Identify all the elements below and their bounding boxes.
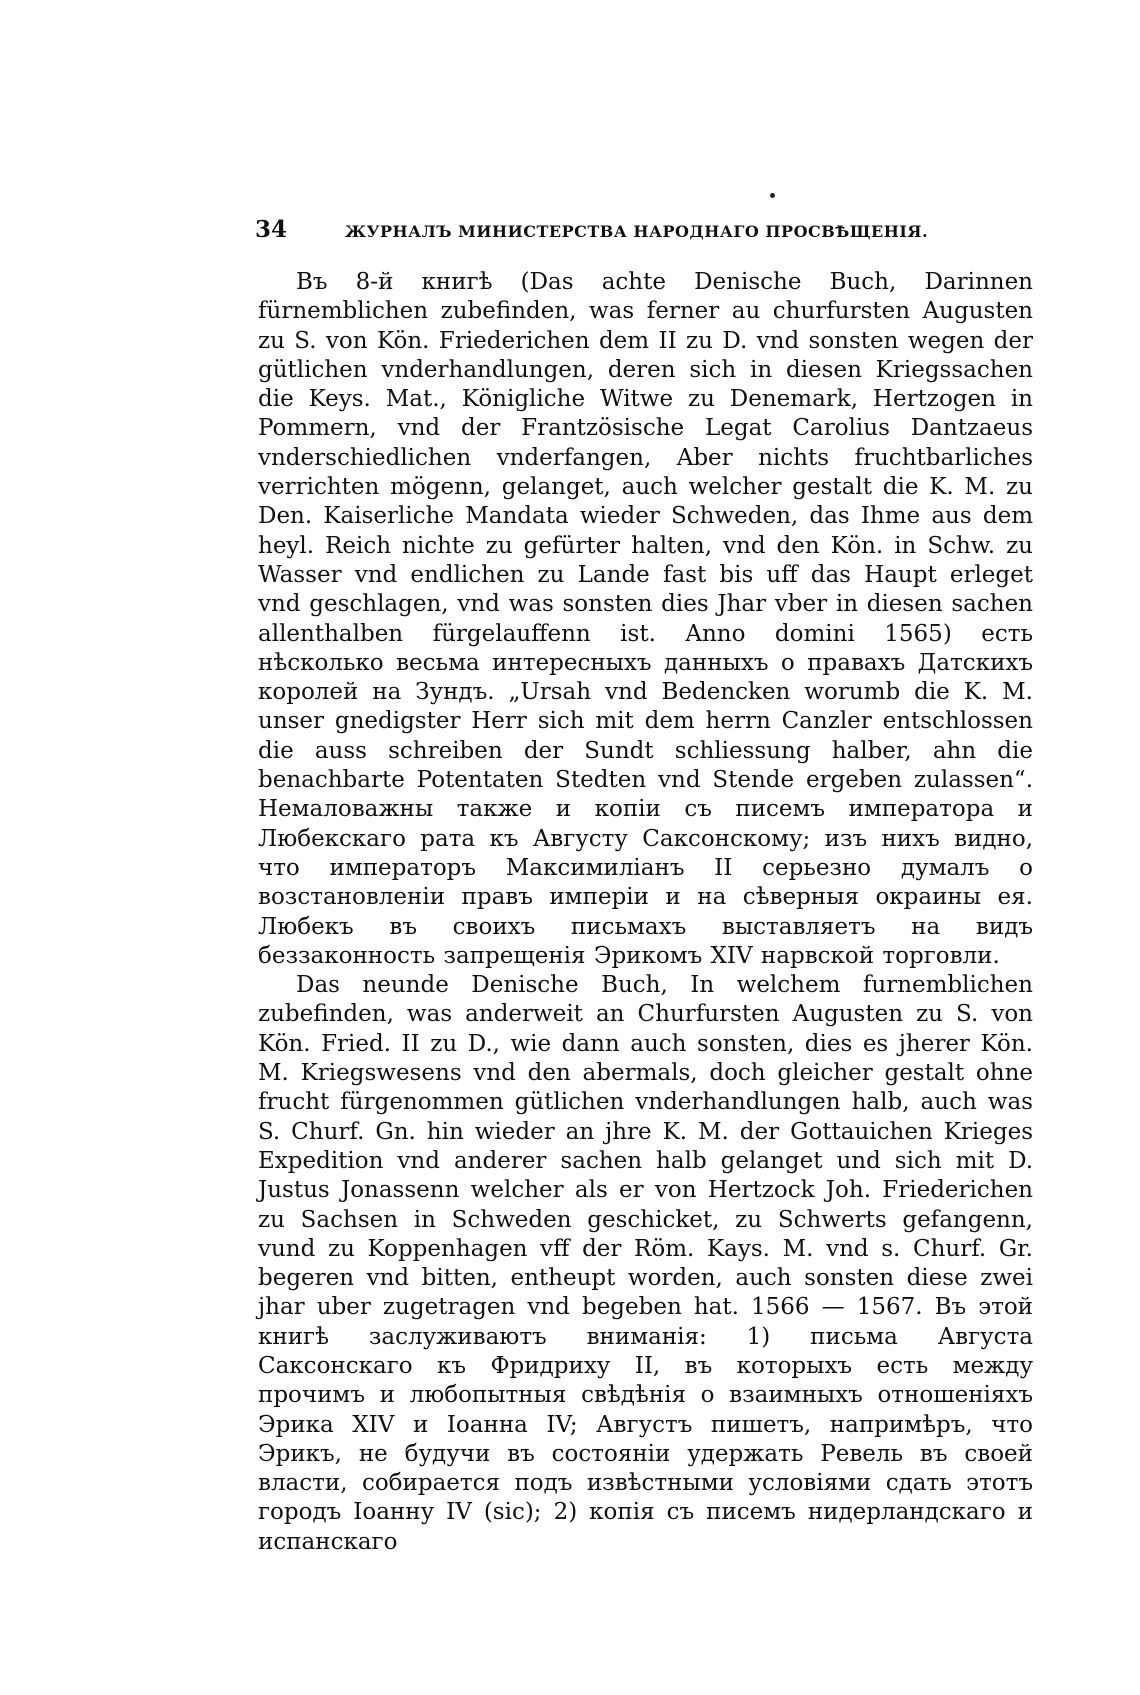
running-title: ЖУРНАЛЪ МИНИСТЕРСТВА НАРОДНАГО ПРОСВѢЩЕНІЯ. [345, 222, 929, 241]
paragraph-1: Въ 8-й книгѣ (Das achte Denische Buch, Darinnen fürnemblichen zubefinden, was ferner au churfursten Augusten zu S. von Kön. Friederichen dem II zu D. vnd sonsten wegen der gütlichen vnderhandlungen, deren sich in diesen Kriegssachen die Keys. Mat., Königliche Witwe zu Denemark, Hertzogen in Pommern, vnd der Frantzösische Legat Carolius Dantzaeus vnderschiedlichen vnderfangen, Aber nichts fruchtbarliches verrichten mögenn, gelanget, auch welcher gestalt die K. M. zu Den. Kaiserliche Mandata wieder Schweden, das Ihme aus dem heyl. Reich nichte zu gefürter halten, vnd den Kön. in Schw. zu Wasser vnd endlichen zu Lande fast bis uff das Haupt erleget vnd geschlagen, vnd was sonsten dies Jhar vber in diesen sachen allenthalben fürgelauffenn ist. Anno domini 1565) есть нѣсколько весьма интересныхъ данныхъ о правахъ Датскихъ королей на Зундъ. „Ursah vnd Bedencken worumb die K. M. unser gnedigster Herr sich mit dem herrn Canzler entschlossen die auss schreiben der Sundt schliessung halber, ahn die benachbarte Potentaten Stedten vnd Stende ergeben zulassen“. Немаловажны также и копіи съ писемъ императора и Любекскаго рата къ Августу Саксонскому; изъ нихъ видно, что императоръ Максимиліанъ II серьезно думалъ о возстановленіи правъ имперіи и на сѣверныя окраины ея. Любекъ въ своихъ письмахъ выставляетъ на видъ беззаконность запрещенія Эрикомъ XIV нарвской торговли. [258, 269, 1033, 969]
page-header [255, 216, 1045, 246]
printer-dot-mark [770, 193, 775, 198]
paragraph-2: Das neunde Denische Buch, In welchem furnemblichen zubefinden, was anderweit an Churfursten Augusten zu S. von Kön. Fried. II zu D., wie dann auch sonsten, dies es jherer Kön. M. Kriegswesens vnd den abermals, doch gleicher gestalt ohne frucht fürgenommen gütlichen vnderhandlungen halb, auch was S. Churf. Gn. hin wieder an jhre K. M. der Gottauichen Krieges Expedition vnd anderer sachen halb gelanget und sich mit D. Justus Jonassenn welcher als er von Hertzock Joh. Friederichen zu Sachsen in Schweden geschicket, zu Schwerts gefangenn, vund zu Koppenhagen vff der Röm. Kays. M. vnd s. Churf. Gr. begeren vnd bitten, entheupt worden, auch sonsten diese zwei jhar uber zugetragen vnd begeben hat. 1566 — 1567. Въ этой книгѣ заслуживаютъ вниманія: 1) письма Августа Саксонскаго къ Фридриху II, въ которыхъ есть между прочимъ и любопытныя свѣдѣнія о взаимныхъ отношеніяхъ Эрика XIV и Іоанна IV; Августъ пишетъ, напримѣръ, что Эрикъ, не будучи въ состояніи удержать Ревель въ своей власти, собирается подъ извѣстными условіями сдать этотъ городъ Іоанну IV (sic); 2) копія съ писемъ нидерландскаго и испанскаго [258, 972, 1033, 1555]
page-number: 34 [255, 216, 288, 243]
body-text [258, 268, 1033, 1557]
